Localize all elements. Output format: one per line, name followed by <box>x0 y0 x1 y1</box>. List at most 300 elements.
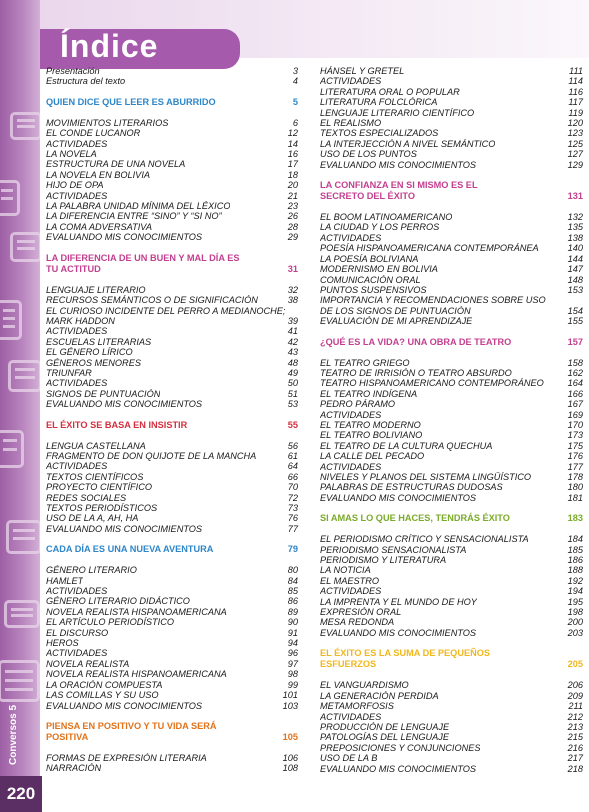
toc-entry-page: 154 <box>567 305 583 316</box>
toc-entry-title: EL TEATRO MODERNO <box>320 419 421 430</box>
toc-entry-page: 17 <box>287 159 298 170</box>
toc-entry <box>46 222 298 232</box>
toc-entry-title: ACTIVIDADES <box>320 711 382 722</box>
toc-entry <box>46 524 298 534</box>
toc-entry-page: 173 <box>567 430 583 441</box>
toc-entry <box>46 368 298 378</box>
toc-entry-page: 31 <box>287 263 298 274</box>
toc-entry <box>320 555 583 565</box>
toc-entry-page: 51 <box>287 388 298 399</box>
toc-entry-title: LENGUA CASTELLANA <box>46 440 146 451</box>
toc-entry-page: 125 <box>567 138 583 149</box>
toc-entry-page: 131 <box>567 191 583 202</box>
toc-entry-page: 77 <box>287 523 298 534</box>
toc-entry <box>320 743 583 753</box>
toc-entry <box>320 285 583 295</box>
toc-entry-title: DE LOS SIGNOS DE PUNTUACIÓN <box>320 305 471 316</box>
toc-entry-title: LA GENERACIÓN PERDIDA <box>320 690 439 701</box>
toc-entry <box>46 399 298 409</box>
toc-entry-title: PERIODISMO SENSACIONALISTA <box>320 544 467 555</box>
toc-entry-title: ACTIVIDADES <box>46 190 108 201</box>
toc-entry-title: LA POESÍA BOLIVIANA <box>320 253 419 264</box>
toc-entry <box>46 295 298 305</box>
toc-entry-page: 132 <box>567 212 583 223</box>
toc-entry-page: 158 <box>567 357 583 368</box>
toc-entry-page: 212 <box>567 711 583 722</box>
toc-entry-page: 6 <box>292 117 298 128</box>
toc-entry <box>320 233 583 243</box>
toc-entry <box>46 669 298 679</box>
toc-entry <box>46 576 298 586</box>
toc-entry-title: EXPRESIÓN ORAL <box>320 607 402 618</box>
toc-entry-page: 180 <box>567 482 583 493</box>
toc-entry-page: 127 <box>567 149 583 160</box>
toc-entry-page: 166 <box>567 388 583 399</box>
toc-entry-title: SI AMAS LO QUE HACES, TENDRÁS ÉXITO <box>320 513 510 524</box>
toc-entry-title: LA NOVELA EN BOLIVIA <box>46 169 150 180</box>
toc-entry <box>320 149 583 159</box>
toc-entry <box>320 139 583 149</box>
book-icon <box>6 520 40 554</box>
toc-section-heading <box>46 721 298 743</box>
toc-right-column <box>320 66 583 774</box>
toc-entry <box>320 732 583 742</box>
toc-entry-title: LA IMPRENTA Y EL MUNDO DE HOY <box>320 596 477 607</box>
toc-entry-page: 94 <box>287 638 298 649</box>
toc-entry-page: 178 <box>567 472 583 482</box>
toc-entry-title: TEXTOS ESPECIALIZADOS <box>320 128 439 139</box>
toc-entry-title: Presentación <box>46 66 100 76</box>
toc-entry <box>320 222 583 232</box>
toc-entry-page: 177 <box>567 461 583 472</box>
toc-entry-page: 48 <box>287 357 298 368</box>
toc-entry <box>320 243 583 253</box>
toc-entry <box>46 586 298 596</box>
toc-entry-page: 114 <box>568 76 583 87</box>
toc-entry-page: 129 <box>567 159 583 170</box>
toc-entry <box>320 128 583 138</box>
toc-entry-page: 84 <box>287 575 298 586</box>
toc-entry <box>46 306 298 316</box>
toc-entry-page: 184 <box>567 534 583 545</box>
toc-entry-title: MODERNISMO EN BOLIVIA <box>320 264 438 275</box>
toc-entry-title: NARRACIÓN <box>46 763 102 774</box>
toc-entry-title: COMUNICACIÓN ORAL <box>320 274 421 285</box>
toc-entry-title: IMPORTANCIA Y RECOMENDACIONES SOBRE USO <box>320 295 546 306</box>
toc-entry-title: EVALUANDO MIS CONOCIMIENTOS <box>46 523 203 534</box>
toc-entry-page: 97 <box>287 658 298 669</box>
toc-entry-title: EL TEATRO GRIEGO <box>320 357 410 368</box>
toc-section-heading <box>46 544 298 555</box>
toc-entry <box>46 170 298 180</box>
toc-entry-page: 181 <box>567 492 583 503</box>
toc-entry-title: ACTIVIDADES <box>320 461 382 472</box>
toc-entry-title: SIGNOS DE PUNTUACIÓN <box>46 388 161 399</box>
toc-entry <box>46 378 298 388</box>
toc-entry-page: 18 <box>287 169 298 180</box>
toc-entry-page: 213 <box>567 721 583 732</box>
toc-entry-title: EVALUANDO MIS CONOCIMIENTOS <box>320 492 477 503</box>
toc-entry-title: ACTIVIDADES <box>46 648 108 659</box>
toc-entry-page: 194 <box>567 586 583 597</box>
toc-entry-title: LITERATURA ORAL O POPULAR <box>320 86 460 97</box>
toc-entry <box>46 118 298 128</box>
toc-entry-title: PERIODISMO Y LITERATURA <box>320 555 447 566</box>
toc-entry-title: PIENSA EN POSITIVO Y TU VIDA SERÁ POSITIVA <box>46 720 217 742</box>
toc-entry <box>46 596 298 606</box>
toc-entry <box>46 180 298 190</box>
toc-entry <box>46 337 298 347</box>
toc-entry-page: 64 <box>287 461 298 472</box>
toc-entry-page: 183 <box>567 513 583 524</box>
toc-entry-page: 175 <box>567 440 583 451</box>
toc-entry-title: ACTIVIDADES <box>320 232 382 243</box>
toc-entry-page: 169 <box>567 409 583 420</box>
toc-entry <box>320 701 583 711</box>
toc-entry-title: CADA DÍA ES UNA NUEVA AVENTURA <box>46 544 214 555</box>
toc-entry-title: EL REALISMO <box>320 118 382 129</box>
toc-entry-page: 157 <box>567 336 583 347</box>
toc-entry <box>46 753 298 763</box>
toc-entry-page: 3 <box>292 66 298 76</box>
toc-entry-title: EVALUANDO MIS CONOCIMIENTOS <box>46 399 203 410</box>
toc-entry <box>46 628 298 638</box>
toc-section-heading <box>46 97 298 108</box>
toc-entry-page: 70 <box>287 482 298 493</box>
toc-entry-page: 164 <box>567 378 583 389</box>
toc-entry-page: 96 <box>287 648 298 659</box>
toc-entry <box>320 545 583 555</box>
toc-entry-page: 111 <box>569 66 583 76</box>
toc-entry-page: 14 <box>287 138 298 149</box>
toc-entry-page: 138 <box>567 232 583 243</box>
toc-entry-title: LENGUAJE LITERARIO <box>46 284 146 295</box>
toc-entry <box>320 275 583 285</box>
toc-entry-page: 167 <box>567 399 583 410</box>
toc-entry-title: FORMAS DE EXPRESIÓN LITERARIA <box>46 752 207 763</box>
toc-entry <box>46 648 298 658</box>
toc-entry <box>46 617 298 627</box>
toc-entry-page: 61 <box>287 450 298 461</box>
toc-entry-page: 106 <box>282 752 298 763</box>
toc-entry-page: 29 <box>287 232 298 243</box>
toc-entry <box>46 139 298 149</box>
toc-entry-title: REDES SOCIALES <box>46 492 127 503</box>
toc-entry-page: 39 <box>287 315 298 326</box>
toc-entry <box>320 378 583 388</box>
toc-entry <box>46 451 298 461</box>
toc-entry-page: 79 <box>287 544 298 555</box>
toc-entry <box>46 513 298 523</box>
toc-entry-title: EL CURIOSO INCIDENTE DEL PERRO A MEDIANOCHE; <box>46 305 286 316</box>
toc-entry-title: USO DE LA A, AH, HA <box>46 513 139 524</box>
toc-entry <box>46 565 298 575</box>
toc-entry <box>320 565 583 575</box>
toc-entry <box>46 66 298 76</box>
toc-entry-page: 41 <box>287 326 298 337</box>
toc-entry <box>46 659 298 669</box>
toc-entry-page: 105 <box>282 731 298 742</box>
toc-entry <box>320 712 583 722</box>
toc-entry <box>46 503 298 513</box>
toc-entry <box>46 493 298 503</box>
toc-entry-title: LAS COMILLAS Y SU USO <box>46 690 159 701</box>
toc-entry <box>46 763 298 773</box>
toc-entry-page: 186 <box>567 555 583 566</box>
toc-entry-page: 119 <box>568 107 583 118</box>
toc-entry-page: 148 <box>567 274 583 285</box>
toc-entry-page: 16 <box>287 149 298 160</box>
toc-entry-page: 28 <box>287 221 298 232</box>
book-icon <box>10 112 40 140</box>
toc-entry-title: EL ARTÍCULO PERIODÍSTICO <box>46 617 174 628</box>
toc-entry <box>46 347 298 357</box>
toc-entry-title: METAMORFOSIS <box>320 701 394 712</box>
toc-entry <box>46 211 298 221</box>
toc-section-heading <box>320 513 583 524</box>
toc-entry-page: 188 <box>567 565 583 576</box>
toc-entry-page: 73 <box>287 503 298 513</box>
toc-entry <box>320 254 583 264</box>
toc-entry <box>46 326 298 336</box>
toc-entry-page: 98 <box>287 669 298 680</box>
toc-entry-page: 32 <box>287 284 298 295</box>
toc-entry-title: TEXTOS PERIODÍSTICOS <box>46 503 158 513</box>
toc-entry-page: 42 <box>287 336 298 347</box>
toc-entry <box>46 201 298 211</box>
toc-entry-page: 215 <box>567 732 583 743</box>
toc-entry-page: 170 <box>567 419 583 430</box>
toc-entry <box>320 389 583 399</box>
toc-entry-page: 4 <box>292 76 298 87</box>
toc-entry-title: LA COMA ADVERSATIVA <box>46 221 153 232</box>
toc-entry-page: 217 <box>567 753 583 764</box>
toc-entry-page: 99 <box>287 679 298 690</box>
toc-entry-page: 147 <box>567 264 583 275</box>
toc-entry-title: MESA REDONDA <box>320 617 395 628</box>
toc-entry-title: MOVIMIENTOS LITERARIOS <box>46 117 169 128</box>
toc-entry-title: ACTIVIDADES <box>46 138 108 149</box>
toc-entry-title: PROYECTO CIENTÍFICO <box>46 482 153 493</box>
toc-entry <box>320 76 583 86</box>
toc-entry-title: NOVELA REALISTA <box>46 658 130 669</box>
book-icon <box>4 600 40 628</box>
toc-entry <box>320 451 583 461</box>
toc-entry-page: 20 <box>287 180 298 191</box>
toc-entry-title: HEROS <box>46 638 79 649</box>
toc-entry-title: ACTIVIDADES <box>320 586 382 597</box>
toc-entry-page: 85 <box>287 586 298 597</box>
toc-entry-page: 203 <box>567 627 583 638</box>
toc-entry-page: 117 <box>568 97 583 108</box>
toc-entry-page: 101 <box>282 690 298 701</box>
toc-entry-title: PATOLOGÍAS DEL LENGUAJE <box>320 732 450 743</box>
toc-entry <box>46 149 298 159</box>
toc-entry-page: 50 <box>287 378 298 389</box>
toc-entry-page: 206 <box>567 680 583 691</box>
toc-entry <box>320 410 583 420</box>
toc-entry-title: LA ORACIÓN COMPUESTA <box>46 679 163 690</box>
toc-entry <box>320 212 583 222</box>
toc-entry-page: 205 <box>567 659 583 670</box>
toc-section-heading <box>46 253 298 275</box>
toc-entry <box>320 97 583 107</box>
toc-entry-page: 216 <box>567 742 583 753</box>
toc-entry-title: EL PERIODISMO CRÍTICO Y SENSACIONALISTA <box>320 534 529 545</box>
toc-entry-title: EL TEATRO BOLIVIANO <box>320 430 423 441</box>
toc-entry <box>46 159 298 169</box>
toc-entry-title: EL ÉXITO ES LA SUMA DE PEQUEÑOS ESFUERZOS <box>320 648 490 670</box>
toc-entry <box>320 472 583 482</box>
toc-entry-title: TEXTOS CIENTÍFICOS <box>46 471 144 482</box>
toc-entry-page: 176 <box>567 451 583 462</box>
toc-entry-title: LA CALLE DEL PECADO <box>320 451 425 462</box>
toc-entry-title: LITERATURA FOLCLÓRICA <box>320 97 438 108</box>
toc-entry-title: ESCUELAS LITERARIAS <box>46 336 152 347</box>
toc-entry <box>320 482 583 492</box>
toc-entry-page: 153 <box>567 284 583 295</box>
toc-entry-title: PALABRAS DE ESTRUCTURAS DUDOSAS <box>320 482 503 493</box>
toc-entry <box>320 597 583 607</box>
toc-entry-title: EVALUANDO MIS CONOCIMIENTOS <box>46 700 203 711</box>
toc-entry <box>320 680 583 690</box>
toc-entry-title: QUIEN DICE QUE LEER ES ABURRIDO <box>46 96 216 107</box>
toc-entry-page: 21 <box>287 190 298 201</box>
toc-entry-page: 198 <box>567 607 583 618</box>
toc-entry-page: 155 <box>567 316 583 327</box>
toc-entry <box>320 316 583 326</box>
toc-entry <box>46 680 298 690</box>
toc-entry-title: EL GÉNERO LÍRICO <box>46 347 133 358</box>
toc-entry-title: NIVELES Y PLANOS DEL SISTEMA LINGÜÍSTICO <box>320 472 532 482</box>
toc-entry-title: ESTRUCTURA DE UNA NOVELA <box>46 159 186 170</box>
toc-entry-title: PUNTOS SUSPENSIVOS <box>320 284 427 295</box>
toc-entry-title: ¿QUÉ ES LA VIDA? UNA OBRA DE TEATRO <box>320 336 512 347</box>
toc-entry-title: POESÍA HISPANOAMERICANA CONTEMPORÁNEA <box>320 243 539 254</box>
book-icon <box>0 430 24 468</box>
toc-section-heading <box>320 337 583 348</box>
toc-entry-title: LA CONFIANZA EN SI MISMO ES EL SECRETO DEL ÉXITO <box>320 180 478 202</box>
toc-entry <box>46 607 298 617</box>
toc-entry <box>320 264 583 274</box>
toc-entry <box>320 764 583 774</box>
book-icon <box>8 360 40 392</box>
toc-section-heading <box>320 648 583 670</box>
toc-entry-page: 185 <box>567 544 583 555</box>
toc-entry <box>46 690 298 700</box>
toc-entry-page: 144 <box>567 253 583 264</box>
toc-entry-title: USO DE LA B <box>320 753 378 764</box>
toc-entry-title: HIJO DE OPA <box>46 180 104 191</box>
toc-entry-title: EL TEATRO DE LA CULTURA QUECHUA <box>320 440 493 451</box>
toc-entry-title: HAMLET <box>46 575 84 586</box>
toc-entry-title: LA DIFERENCIA ENTRE “SINO” Y “SI NO” <box>46 211 222 222</box>
toc-entry-page: 108 <box>282 763 298 774</box>
toc-entry-title: NOVELA REALISTA HISPANOAMERICANA <box>46 606 227 617</box>
toc-entry <box>320 586 583 596</box>
toc-entry-title: TEATRO DE IRRISIÓN O TEATRO ABSURDO <box>320 367 512 378</box>
toc-entry-page: 72 <box>287 492 298 503</box>
toc-entry-page: 38 <box>287 295 298 306</box>
toc-entry <box>320 534 583 544</box>
toc-entry-page: 43 <box>287 347 298 358</box>
toc-entry <box>320 753 583 763</box>
toc-entry <box>320 430 583 440</box>
toc-entry-title: NOVELA REALISTA HISPANOAMERICANA <box>46 669 227 680</box>
toc-entry-title: HÁNSEL Y GRETEL <box>320 66 405 76</box>
toc-entry <box>46 389 298 399</box>
toc-entry-page: 211 <box>568 701 583 712</box>
toc-entry-title: ACTIVIDADES <box>46 586 108 597</box>
book-icon <box>0 660 40 702</box>
toc-entry <box>320 576 583 586</box>
toc-entry <box>320 441 583 451</box>
toc-entry <box>46 701 298 711</box>
toc-entry-title: Estructura del texto <box>46 76 126 87</box>
side-band <box>0 0 40 812</box>
toc-entry-page: 89 <box>287 606 298 617</box>
toc-entry <box>320 493 583 503</box>
toc-entry <box>320 617 583 627</box>
toc-entry-page: 200 <box>567 617 583 628</box>
toc-entry-page: 116 <box>568 86 583 97</box>
page-number: 220 <box>0 776 42 812</box>
toc-entry-title: ACTIVIDADES <box>320 409 382 420</box>
toc-entry-title: EL VANGUARDISMO <box>320 680 409 691</box>
toc-entry-page: 55 <box>287 419 298 430</box>
toc-entry-title: LA NOTICIA <box>320 565 371 576</box>
toc-entry <box>320 691 583 701</box>
toc-entry-title: ACTIVIDADES <box>46 326 108 337</box>
toc-entry-title: LA DIFERENCIA DE UN BUEN Y MAL DÍA ES TU ACTITUD <box>46 252 240 274</box>
toc-entry-title: GÉNERO LITERARIO <box>46 565 137 576</box>
toc-entry <box>46 76 298 86</box>
toc-entry-page: 103 <box>282 700 298 711</box>
toc-entry-page: 26 <box>287 211 298 222</box>
toc-entry <box>46 285 298 295</box>
page-title: Índice <box>60 28 159 64</box>
toc-entry-title: LA PALABRA UNIDAD MÍNIMA DEL LÉXICO <box>46 201 231 212</box>
toc-entry <box>320 306 583 316</box>
toc-left-column <box>46 66 298 774</box>
toc-entry-page: 86 <box>287 596 298 607</box>
toc-entry-title: PREPOSICIONES Y CONJUNCIONES <box>320 742 481 753</box>
toc-entry-page: 66 <box>287 471 298 482</box>
book-icon <box>10 232 40 262</box>
toc-entry <box>320 420 583 430</box>
book-icon <box>0 300 22 340</box>
toc-entry <box>46 461 298 471</box>
toc-entry-title: LA NOVELA <box>46 149 97 160</box>
toc-entry <box>46 441 298 451</box>
toc-entry-title: ACTIVIDADES <box>46 378 108 389</box>
toc-entry-title: TRIUNFAR <box>46 367 92 378</box>
toc-entry-page: 12 <box>287 128 298 139</box>
toc-entry-title: EL CONDE LUCANOR <box>46 128 141 139</box>
toc-entry-title: TEATRO HISPANOAMERICANO CONTEMPORÁNEO <box>320 378 544 389</box>
toc-entry <box>46 191 298 201</box>
toc-entry-page: 140 <box>567 243 583 254</box>
toc-entry-page: 56 <box>287 440 298 451</box>
toc-entry <box>46 232 298 242</box>
series-label: Conversos 5 <box>8 704 19 766</box>
toc-entry-title: GÉNEROS MENORES <box>46 357 141 368</box>
toc-entry <box>320 66 583 76</box>
toc-entry-title: LA CIUDAD Y LOS PERROS <box>320 222 440 233</box>
toc-entry-title: FRAGMENTO DE DON QUIJOTE DE LA MANCHA <box>46 450 257 461</box>
toc-entry-page: 218 <box>567 763 583 774</box>
toc-entry-title: EL DISCURSO <box>46 627 109 638</box>
